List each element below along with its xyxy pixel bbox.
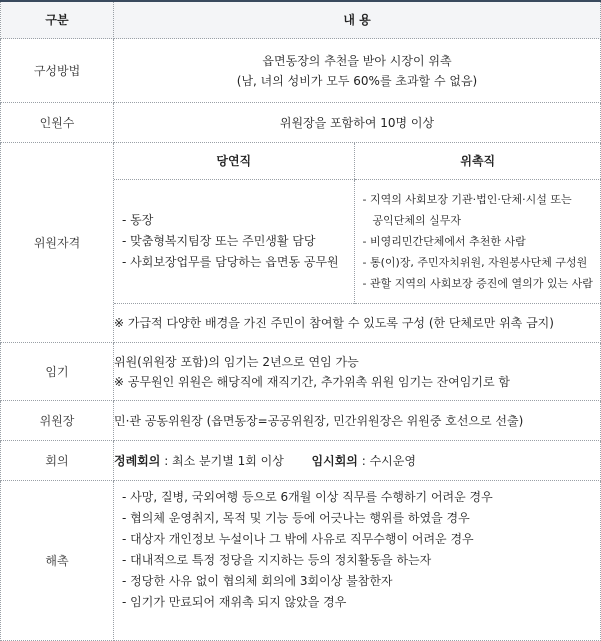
list-item: - 관할 지역의 사회보장 증진에 열의가 있는 사람 [363, 273, 594, 294]
meeting-content [114, 441, 601, 481]
composition-content [114, 39, 601, 103]
qualification-content [114, 143, 601, 343]
label-meeting: 회의 [1, 441, 114, 481]
label-chair: 위원장 [1, 401, 114, 441]
regular-meeting-text: : 최소 분기별 1회 이상 [160, 454, 284, 468]
ex-officio-list [114, 210, 354, 273]
term-line2: ※ 공무원인 위원은 해당직에 재직기간, 추가위촉 위원 임기는 잔여임기로 함 [114, 372, 600, 392]
regular-meeting-label: 정례회의 [114, 454, 160, 468]
special-meeting-label: 임시회의 [312, 454, 358, 468]
list-item: - 협의체 운영취지, 목적 및 기능 등에 어긋나는 행위를 하였을 경우 [122, 508, 592, 529]
label-term: 임기 [1, 343, 114, 401]
label-qualification: 위원자격 [1, 143, 114, 343]
ex-officio-title: 당연직 [114, 143, 354, 180]
qualification-note: ※ 가급적 다양한 배경을 가진 주민이 참여할 수 있도록 구성 (한 단체로만 위촉 금지) [114, 304, 601, 343]
list-item: - 사망, 질병, 국외여행 등으로 6개월 이상 직무를 수행하기 어려운 경우 [122, 487, 592, 508]
composition-line1: 읍면동장의 추천을 받아 시장이 위촉 [114, 51, 600, 71]
term-line1: 위원(위원장 포함)의 임기는 2년으로 연임 가능 [114, 352, 600, 372]
list-item: 공익단체의 실무자 [363, 210, 594, 231]
list-item: - 임기가 만료되어 재위촉 되지 않았을 경우 [122, 592, 592, 613]
row-meeting [1, 441, 601, 481]
list-item: - 동장 [122, 210, 346, 231]
members-content: 위원장을 포함하여 10명 이상 [114, 103, 601, 143]
term-content [114, 343, 601, 401]
list-item: - 대상자 개인정보 누설이나 그 밖에 사유로 직무수행이 어려운 경우 [122, 529, 592, 550]
composition-line2: (남, 녀의 성비가 모두 60%를 초과할 수 없음) [114, 71, 600, 91]
label-dismissal: 해촉 [1, 481, 114, 641]
appointed-list [355, 189, 601, 294]
list-item: - 사회보장업무를 담당하는 읍면동 공무원 [122, 252, 346, 273]
label-members: 인원수 [1, 103, 114, 143]
list-item: - 비영리민간단체에서 추천한 사람 [363, 231, 594, 252]
row-qualification [1, 143, 601, 343]
qualification-subtable [114, 143, 601, 342]
chair-content: 민·관 공동위원장 (읍면동장=공공위원장, 민간위원장은 위원중 호선으로 선출) [114, 401, 601, 441]
list-item: - 지역의 사회보장 기관·법인·단체·시설 또는 [363, 189, 594, 210]
row-chair [1, 401, 601, 441]
appointed-title: 위촉직 [354, 143, 601, 180]
special-meeting-text: : 수시운영 [358, 454, 416, 468]
label-composition: 구성방법 [1, 39, 114, 103]
row-term [1, 343, 601, 401]
dismissal-content [114, 481, 601, 641]
row-members [1, 103, 601, 143]
row-composition [1, 39, 601, 103]
list-item: - 대내적으로 특정 정당을 지지하는 등의 정치활동을 하는자 [122, 550, 592, 571]
list-item: - 정당한 사유 없이 협의체 회의에 3회이상 불참한자 [122, 571, 592, 592]
dismissal-list [114, 487, 600, 613]
list-item: - 통(이)장, 주민자치위원, 자원봉사단체 구성원 [363, 252, 594, 273]
appointed-cell [354, 180, 601, 304]
row-dismissal [1, 481, 601, 641]
header-content: 내 용 [114, 1, 601, 39]
ex-officio-cell [114, 180, 354, 304]
list-item: - 맞춤형복지팀장 또는 주민생활 담당 [122, 231, 346, 252]
table-header-row [1, 1, 601, 39]
header-category: 구분 [1, 1, 114, 39]
